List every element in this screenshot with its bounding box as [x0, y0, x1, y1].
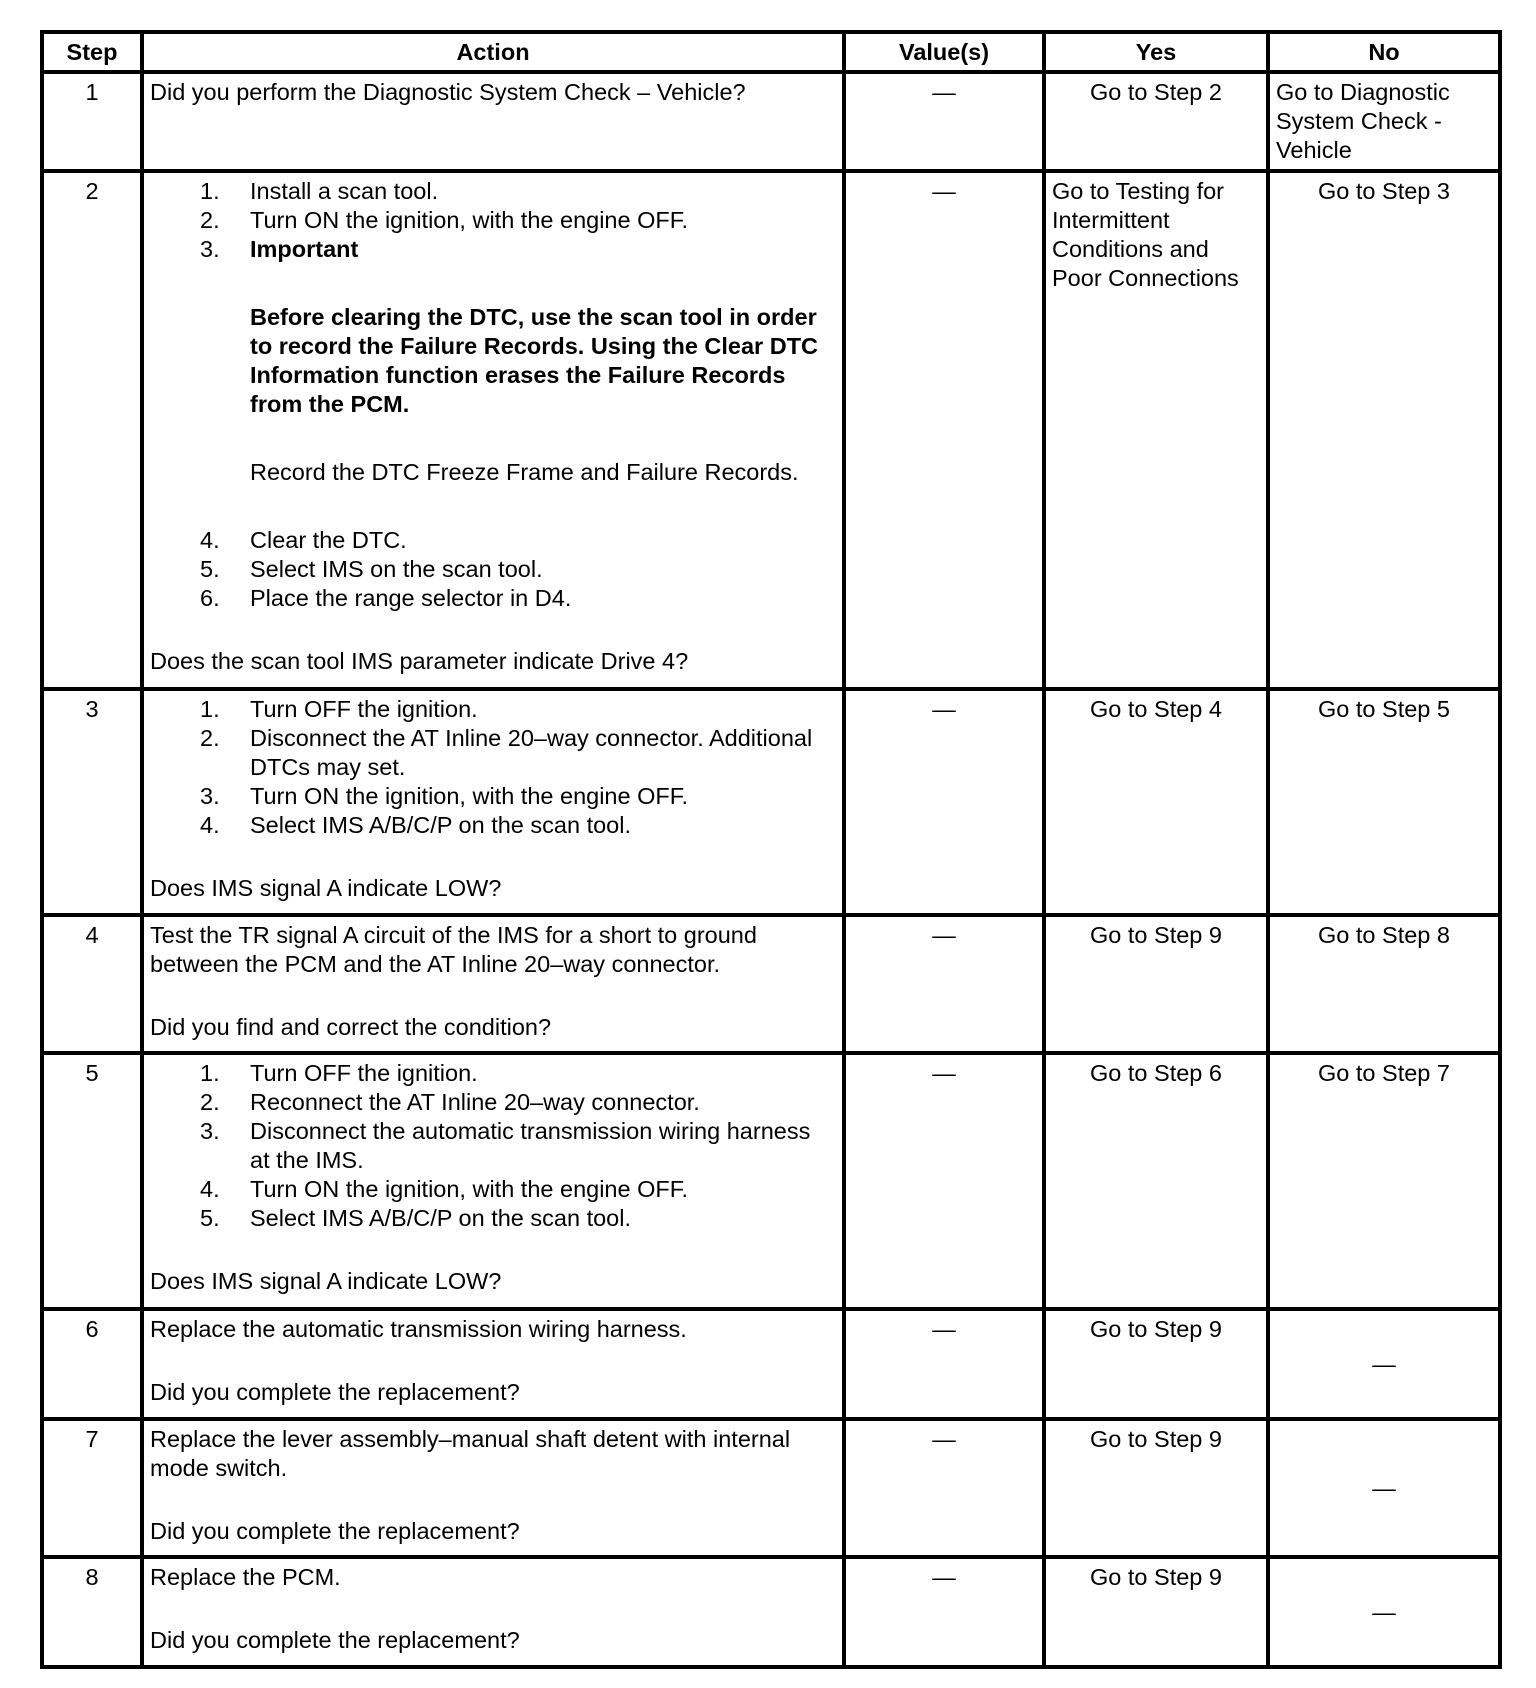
no-cell: — [1268, 1419, 1500, 1557]
yes-cell: Go to Step 4 [1044, 689, 1268, 915]
question-text: Did you find and correct the condition? [150, 1014, 552, 1040]
item-text: Disconnect the AT Inline 20–way connector. Additional DTCs may set. [250, 725, 813, 780]
list-item [200, 811, 836, 840]
table-row [42, 1557, 1500, 1667]
action-text: Test the TR signal A circuit of the IMS for a short to ground between the PCM and the AT Inline 20–way connector. [150, 922, 757, 977]
action-text: Replace the PCM. [150, 1564, 341, 1590]
step-number: 2 [42, 171, 142, 689]
item-number: 1. [200, 696, 220, 722]
item-text: Install a scan tool. [250, 178, 439, 204]
step-number: 5 [42, 1053, 142, 1309]
yes-cell: Go to Testing for Intermittent Conditions and Poor Connections [1044, 171, 1268, 689]
item-text: Select IMS A/B/C/P on the scan tool. [250, 812, 631, 838]
value-cell: — [844, 1309, 1044, 1419]
no-cell: Go to Step 3 [1268, 171, 1500, 689]
item-number: 2. [200, 1089, 220, 1115]
item-number: 4. [200, 527, 220, 553]
question-text: Does the scan tool IMS parameter indicate Drive 4? [150, 648, 689, 674]
list-item [200, 235, 836, 264]
item-number: 6. [200, 585, 220, 611]
important-note: Before clearing the DTC, use the scan tool in order to record the Failure Records. Using the Clear DTC Information function erases the Failure Records from the PCM. [250, 304, 819, 417]
list-item [200, 1175, 836, 1204]
item-text: Place the range selector in D4. [250, 585, 572, 611]
list-item [200, 458, 836, 487]
step-number: 8 [42, 1557, 142, 1667]
step-number: 6 [42, 1309, 142, 1419]
action-cell [142, 1557, 844, 1667]
item-text: Turn ON the ignition, with the engine OFF. [250, 207, 689, 233]
step-number: 1 [42, 72, 142, 171]
action-cell [142, 72, 844, 171]
no-cell: — [1268, 1557, 1500, 1667]
list-item [200, 303, 836, 419]
item-text: Select IMS A/B/C/P on the scan tool. [250, 1205, 631, 1231]
step-number: 4 [42, 915, 142, 1053]
header-action: Action [142, 32, 844, 72]
no-cell: Go to Diagnostic System Check - Vehicle [1268, 72, 1500, 171]
table-row [42, 171, 1500, 689]
table-row [42, 689, 1500, 915]
item-number: 2. [200, 207, 220, 233]
value-cell: — [844, 72, 1044, 171]
list-item [200, 1088, 836, 1117]
header-row [42, 32, 1500, 72]
action-text: Replace the automatic transmission wiring harness. [150, 1316, 687, 1342]
table-row [42, 72, 1500, 171]
item-number: 4. [200, 1176, 220, 1202]
list-item [200, 1059, 836, 1088]
no-cell: Go to Step 7 [1268, 1053, 1500, 1309]
record-text: Record the DTC Freeze Frame and Failure Records. [250, 459, 799, 485]
list-item [200, 584, 836, 613]
no-cell: Go to Step 8 [1268, 915, 1500, 1053]
item-text: Turn OFF the ignition. [250, 696, 478, 722]
value-cell: — [844, 1419, 1044, 1557]
important-label: Important [250, 236, 359, 262]
diagnostic-table [40, 30, 1502, 1669]
item-number: 3. [200, 783, 220, 809]
item-number: 3. [200, 236, 220, 262]
no-cell: — [1268, 1309, 1500, 1419]
item-text: Turn ON the ignition, with the engine OFF. [250, 783, 689, 809]
list-item [200, 526, 836, 555]
question-text: Did you complete the replacement? [150, 1518, 520, 1544]
item-number: 3. [200, 1118, 220, 1144]
action-cell [142, 915, 844, 1053]
value-cell: — [844, 171, 1044, 689]
value-cell: — [844, 689, 1044, 915]
action-cell [142, 1309, 844, 1419]
item-number: 2. [200, 725, 220, 751]
item-text: Turn OFF the ignition. [250, 1060, 478, 1086]
table-row [42, 915, 1500, 1053]
no-cell: Go to Step 5 [1268, 689, 1500, 915]
list-item [200, 555, 836, 584]
action-cell [142, 689, 844, 915]
item-number: 5. [200, 1205, 220, 1231]
list-item [200, 1204, 836, 1233]
yes-cell: Go to Step 9 [1044, 915, 1268, 1053]
action-cell [142, 1419, 844, 1557]
list-item [200, 782, 836, 811]
table-row [42, 1309, 1500, 1419]
action-text: Did you perform the Diagnostic System Check – Vehicle? [150, 79, 746, 105]
list-item [200, 695, 836, 724]
table-row [42, 1419, 1500, 1557]
list-item [200, 1117, 836, 1175]
yes-cell: Go to Step 9 [1044, 1419, 1268, 1557]
yes-cell: Go to Step 2 [1044, 72, 1268, 171]
header-no: No [1268, 32, 1500, 72]
list-item [200, 206, 836, 235]
action-text: Replace the lever assembly–manual shaft detent with internal mode switch. [150, 1426, 791, 1481]
header-yes: Yes [1044, 32, 1268, 72]
header-step: Step [42, 32, 142, 72]
value-cell: — [844, 915, 1044, 1053]
instruction-list [150, 1059, 836, 1233]
action-cell [142, 171, 844, 689]
list-item [200, 177, 836, 206]
step-number: 7 [42, 1419, 142, 1557]
yes-cell: Go to Step 6 [1044, 1053, 1268, 1309]
question-text: Does IMS signal A indicate LOW? [150, 1268, 502, 1294]
instruction-list [150, 695, 836, 840]
yes-cell: Go to Step 9 [1044, 1557, 1268, 1667]
action-cell [142, 1053, 844, 1309]
item-number: 1. [200, 178, 220, 204]
item-text: Clear the DTC. [250, 527, 407, 553]
yes-cell: Go to Step 9 [1044, 1309, 1268, 1419]
item-number: 5. [200, 556, 220, 582]
item-number: 1. [200, 1060, 220, 1086]
value-cell: — [844, 1053, 1044, 1309]
item-text: Select IMS on the scan tool. [250, 556, 543, 582]
question-text: Did you complete the replacement? [150, 1379, 520, 1405]
step-number: 3 [42, 689, 142, 915]
item-text: Disconnect the automatic transmission wiring harness at the IMS. [250, 1118, 811, 1173]
table-row [42, 1053, 1500, 1309]
question-text: Did you complete the replacement? [150, 1627, 520, 1653]
question-text: Does IMS signal A indicate LOW? [150, 875, 502, 901]
item-number: 4. [200, 812, 220, 838]
item-text: Turn ON the ignition, with the engine OFF. [250, 1176, 689, 1202]
instruction-list [150, 177, 836, 613]
header-values: Value(s) [844, 32, 1044, 72]
list-item [200, 724, 836, 782]
value-cell: — [844, 1557, 1044, 1667]
item-text: Reconnect the AT Inline 20–way connector. [250, 1089, 700, 1115]
